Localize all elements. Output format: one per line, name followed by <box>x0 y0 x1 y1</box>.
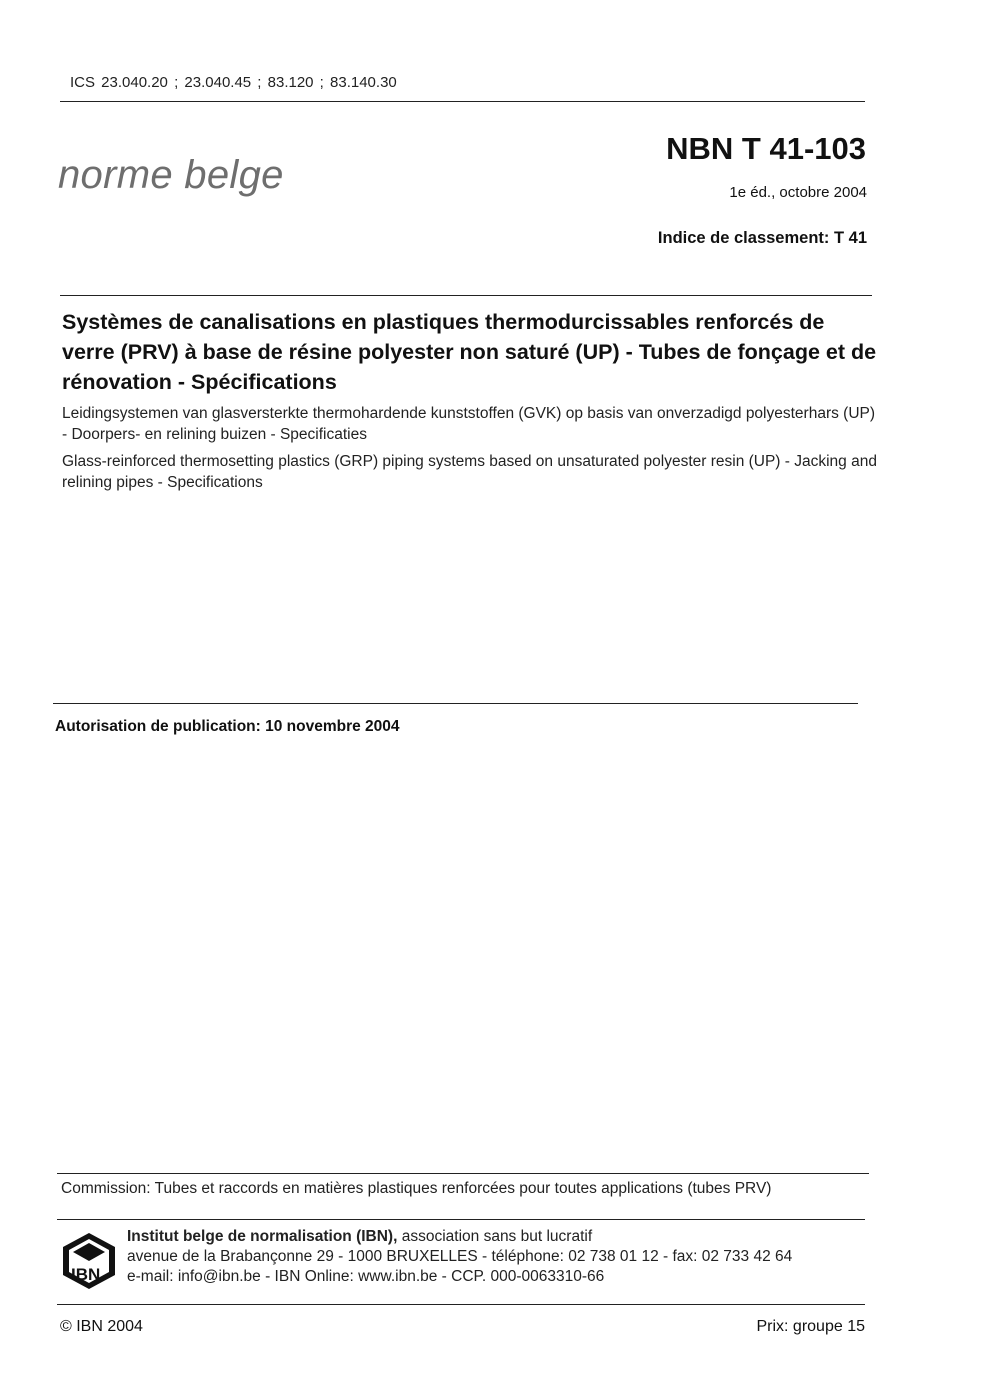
institute-address: avenue de la Brabançonne 29 - 1000 BRUXELLES - téléphone: 02 738 01 12 - fax: 02 733 42 64 <box>127 1248 793 1265</box>
title-english: Glass-reinforced thermosetting plastics (GRP) piping systems based on unsaturated polyester resin (UP) - Jacking and relining pipes - Specifications <box>62 453 877 491</box>
publication-authorisation: Autorisation de publication: 10 novembre 2004 <box>55 718 400 735</box>
commission-text: Commission: Tubes et raccords en matières plastiques renforcées pour toutes applications (tubes PRV) <box>61 1180 772 1197</box>
classification-index: Indice de classement: T 41 <box>657 229 867 247</box>
top-rule <box>60 101 865 102</box>
ibn-logo-text: IBN <box>71 1265 101 1284</box>
institute-type: association sans but lucratif <box>401 1228 593 1245</box>
institute-contact: e-mail: info@ibn.be - IBN Online: www.ibn.be - CCP. 000-0063310-66 <box>127 1268 605 1285</box>
title-dutch: Leidingsystemen van glasversterkte thermohardende kunststoffen (GVK) op basis van onverzadigd polyesterhars (UP) - Doorpers- en relining buizen - Specificaties <box>62 405 876 443</box>
ibn-logo <box>62 1232 116 1290</box>
ics-codes: ICS 23.040.20 ; 23.040.45 ; 83.120 ; 83.140.30 <box>70 74 397 91</box>
title-french: Systèmes de canalisations en plastiques thermodurcissables renforcés de verre (PRV) à base de résine polyester non saturé (UP) - Tubes de fonçage et de rénovation - Spécifications <box>62 310 877 394</box>
edition-date: 1e éd., octobre 2004 <box>729 184 867 201</box>
commission-rule <box>57 1173 869 1174</box>
institute-name-line <box>127 1228 592 1246</box>
title-rule <box>60 295 872 296</box>
mid-rule <box>53 703 858 704</box>
institute-name: Institut belge de normalisation (IBN), <box>127 1228 398 1245</box>
copyright: © IBN 2004 <box>60 1318 143 1335</box>
brand-title: norme belge <box>58 153 284 197</box>
footer-rule <box>57 1304 865 1305</box>
standard-code: NBN T 41-103 <box>666 131 866 166</box>
price-group: Prix: groupe 15 <box>756 1318 865 1335</box>
institute-rule <box>57 1219 865 1220</box>
